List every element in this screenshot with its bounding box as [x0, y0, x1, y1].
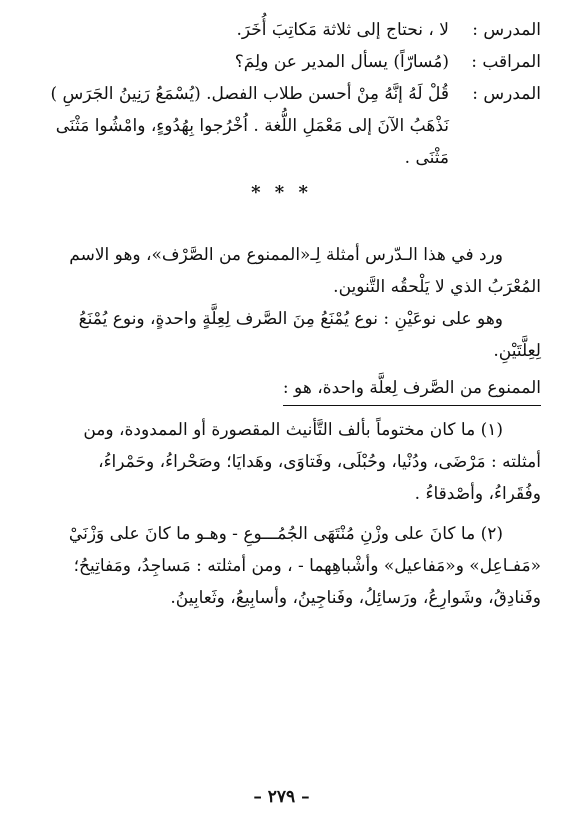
speech-line: نَذْهَبُ الآنَ إلى مَعْمَلِ اللُّغة . اُخْرُجوا بِهُدُوءٍ، وامْشُوا مَثْنَى	[55, 116, 449, 136]
speech-line: قُلْ لَهُ إنَّهُ مِنْ أحسن طلاب الفصل. (يُسْمَعُ رَنِينُ الجَرَسِ )	[50, 84, 449, 104]
item-line: وفُقَراءُ، وأصْدقاءُ .	[414, 484, 541, 504]
paragraph-line: وهو على نوعَيْنِ : نوع يُمْنَعُ مِنَ الصَّرف لِعِلَّةٍ واحدةٍ، ونوع يُمْنَعُ	[78, 309, 503, 329]
types-paragraph	[22, 303, 541, 367]
item-line: أمثلته : مَرْضَى، ودُنْيا، وحُبْلَى، وفَتاوَى، وهَدايَا؛ وصَحْراءُ، وحَمْراءُ،	[98, 452, 541, 472]
dialogue-turn	[22, 78, 541, 174]
item-line: (١) ما كان مختوماً بألف التَّأنيث المقصورة أو الممدودة، ومن	[83, 420, 503, 440]
speaker-label: المراقب :	[471, 52, 541, 72]
dialogue-turn	[22, 46, 541, 78]
paragraph-line: لِعِلَّتَيْنِ.	[493, 341, 541, 361]
dialogue-turn-first-line	[22, 78, 541, 110]
paragraph-line: ورد في هذا الـدّرس أمثلة لِـ«الممنوع من الصَّرْف»، وهو الاسم	[69, 245, 503, 265]
item-line: «مَفـاعِل» و«مَفاعيل» وأشْباهِهما - ، ومن أمثلته : مَساجِدُ، ومَفاتِيحُ؛	[73, 556, 541, 576]
speaker-label: المدرس :	[472, 20, 541, 40]
dialogue	[22, 14, 541, 174]
book-page	[22, 14, 541, 614]
speech-line: لا ، نحتاج إلى ثلاثة مَكاتِبَ أُخَرَ.	[236, 20, 449, 40]
page-number: – ٢٧٩ –	[253, 787, 310, 807]
speech-line: مَثْنَى .	[404, 148, 449, 168]
section-heading: الممنوع من الصَّرف لِعلَّة واحدة، هو :	[283, 373, 541, 406]
rule-item	[22, 518, 541, 614]
intro-paragraph	[22, 239, 541, 303]
item-line: (٢) ما كانَ على وزْنِ مُنْتَهَى الجُمُـــوعِ - وهـو ما كانَ على وَزْنَيْ	[68, 524, 503, 544]
section-separator: * * *	[251, 182, 312, 203]
item-line: وفَنادِقُ، وشَوارِعُ، ورَسائِلُ، وفَناجِينُ، وأسابِيعُ، وثَعابِينُ.	[170, 588, 541, 608]
rule-item	[22, 414, 541, 510]
speaker-label: المدرس :	[472, 84, 541, 104]
paragraph-line: المُعْرَبُ الذي لا يَلْحقُه التَّنوين.	[333, 277, 541, 297]
dialogue-turn	[22, 14, 541, 46]
speech-line: (مُسارّاً) يسأل المدير عن ولِمَ؟	[234, 52, 449, 72]
